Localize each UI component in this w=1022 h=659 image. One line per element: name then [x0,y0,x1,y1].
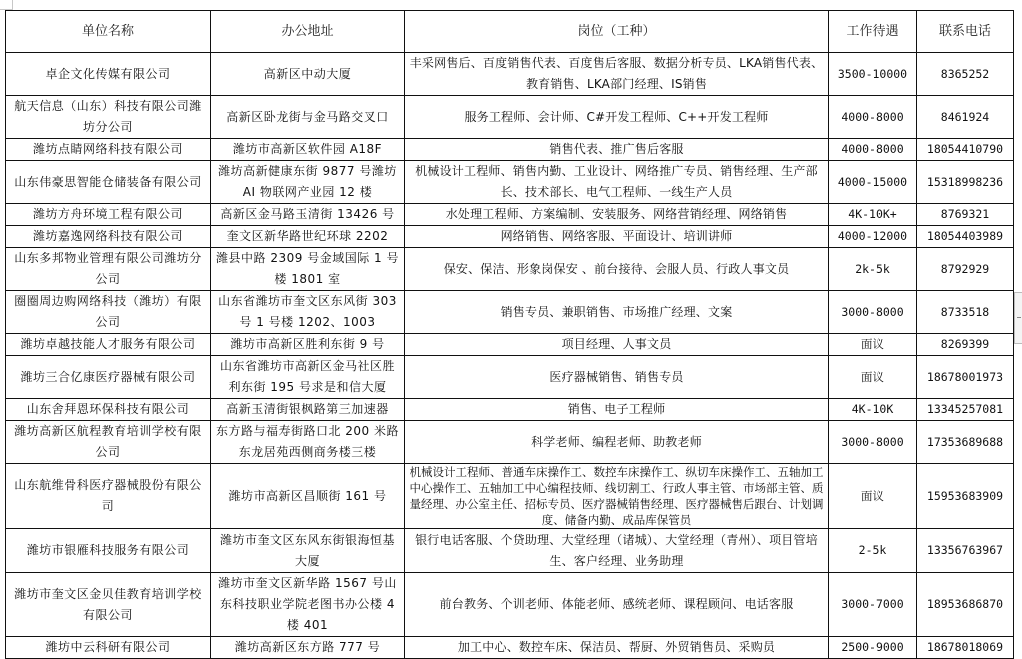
salary-cell: 2k-5k [829,248,917,291]
salary-cell: 4000-12000 [829,226,917,248]
page-corner-mark [0,0,13,10]
header-positions: 岗位（工种） [405,11,829,53]
phone-cell: 8365252 [917,53,1014,96]
phone-cell: 18054403989 [917,226,1014,248]
header-company: 单位名称 [6,11,211,53]
phone-cell: 15318998236 [917,161,1014,204]
positions-cell: 机械设计工程师、普通车床操作工、数控车床操作工、纵切车床操作工、五轴加工中心操作工、五轴加工中心编程技师、线切割工、行政人事主管、市场部主管、质量经理、办公室主任、招标专员、医疗器械销售经理、医疗器械售后跟台、计划调度、储备内勤、成品库保管员 [405,464,829,529]
salary-cell: 4000-8000 [829,96,917,139]
address-cell: 高新区卧龙街与金马路交叉口 [211,96,405,139]
company-cell: 潍坊高新区航程教育培训学校有限公司 [6,421,211,464]
company-cell: 潍坊市银雁科技服务有限公司 [6,529,211,573]
address-cell: 奎文区新华路世纪环球 2202 [211,226,405,248]
address-cell: 潍县中路 2309 号金域国际 1 号楼 1801 室 [211,248,405,291]
positions-cell: 网络销售、网络客服、平面设计、培训讲师 [405,226,829,248]
address-cell: 高新区金马路玉清街 13426 号 [211,204,405,226]
company-cell: 潍坊中云科研有限公司 [6,637,211,659]
salary-cell: 2500-9000 [829,637,917,659]
address-cell: 潍坊市高新区昌顺街 161 号 [211,464,405,529]
phone-cell: 18678018069 [917,637,1014,659]
table-row [6,573,1014,637]
salary-cell: 4000-8000 [829,139,917,161]
salary-cell: 3000-7000 [829,573,917,637]
address-cell: 山东省潍坊市高新区金马社区胜利东街 195 号求是和信大厦 [211,356,405,399]
salary-cell: 面议 [829,356,917,399]
company-cell: 潍坊市奎文区金贝佳教育培训学校有限公司 [6,573,211,637]
positions-cell: 加工中心、数控车床、保洁员、帮厨、外贸销售员、采购员 [405,637,829,659]
address-cell: 潍坊高新健康东街 9877 号潍坊 AI 物联网产业园 12 楼 [211,161,405,204]
company-cell: 山东舍拜恩环保科技有限公司 [6,399,211,421]
company-cell: 山东伟豪思智能仓储装备有限公司 [6,161,211,204]
positions-cell: 销售代表、推广售后客服 [405,139,829,161]
company-cell: 山东航维骨科医疗器械股份有限公司 [6,464,211,529]
company-cell: 山东多邦物业管理有限公司潍坊分公司 [6,248,211,291]
header-address: 办公地址 [211,11,405,53]
address-cell: 潍坊高新区东方路 777 号 [211,637,405,659]
phone-cell: 13356763967 [917,529,1014,573]
company-cell: 潍坊嘉逸网络科技有限公司 [6,226,211,248]
positions-cell: 丰采网售后、百度销售代表、百度售后客服、数据分析专员、LKA销售代表、教育销售、LKA部门经理、IS销售 [405,53,829,96]
job-listings-table [5,10,1014,659]
phone-cell: 18678001973 [917,356,1014,399]
company-cell: 潍坊方舟环境工程有限公司 [6,204,211,226]
positions-cell: 销售专员、兼职销售、市场推广经理、文案 [405,291,829,334]
table-row [6,53,1014,96]
positions-cell: 机械设计工程师、销售内勤、工业设计、网络推广专员、销售经理、生产部长、技术部长、电气工程师、一线生产人员 [405,161,829,204]
table-row [6,356,1014,399]
table-row [6,291,1014,334]
phone-cell: 15953683909 [917,464,1014,529]
table-row [6,421,1014,464]
company-cell: 潍坊点睛网络科技有限公司 [6,139,211,161]
phone-cell: 17353689688 [917,421,1014,464]
salary-cell: 4K-10K [829,399,917,421]
company-cell: 圈圈周边购网络科技（潍坊）有限公司 [6,291,211,334]
salary-cell: 3000-8000 [829,291,917,334]
company-cell: 航天信息（山东）科技有限公司潍坊分公司 [6,96,211,139]
company-cell: 卓企文化传媒有限公司 [6,53,211,96]
salary-cell: 4000-15000 [829,161,917,204]
scroll-handle[interactable] [1014,292,1022,344]
salary-cell: 3000-8000 [829,421,917,464]
salary-cell: 面议 [829,334,917,356]
table-row [6,161,1014,204]
company-cell: 潍坊三合亿康医疗器械有限公司 [6,356,211,399]
phone-cell: 8269399 [917,334,1014,356]
positions-cell: 项目经理、人事文员 [405,334,829,356]
positions-cell: 科学老师、编程老师、助教老师 [405,421,829,464]
table-row [6,334,1014,356]
phone-cell: 18054410790 [917,139,1014,161]
phone-cell: 13345257081 [917,399,1014,421]
phone-cell: 8769321 [917,204,1014,226]
table-row [6,637,1014,659]
header-salary: 工作待遇 [829,11,917,53]
address-cell: 潍坊市高新区软件园 A18F [211,139,405,161]
address-cell: 高新区中动大厦 [211,53,405,96]
table-row [6,248,1014,291]
table-row [6,529,1014,573]
positions-cell: 销售、电子工程师 [405,399,829,421]
salary-cell: 面议 [829,464,917,529]
table-row [6,464,1014,529]
company-cell: 潍坊卓越技能人才服务有限公司 [6,334,211,356]
salary-cell: 4K-10K+ [829,204,917,226]
address-cell: 潍坊市奎文区新华路 1567 号山东科技职业学院老图书办公楼 4 楼 401 [211,573,405,637]
salary-cell: 2-5k [829,529,917,573]
positions-cell: 保安、保洁、形象岗保安 、前台接待、会服人员、行政人事文员 [405,248,829,291]
phone-cell: 8792929 [917,248,1014,291]
table-row [6,226,1014,248]
positions-cell: 水处理工程师、方案编制、安装服务、网络营销经理、网络销售 [405,204,829,226]
phone-cell: 8461924 [917,96,1014,139]
address-cell: 高新玉清街银枫路第三加速器 [211,399,405,421]
positions-cell: 医疗器械销售、销售专员 [405,356,829,399]
positions-cell: 银行电话客服、个贷助理、大堂经理（诸城）、大堂经理（青州）、项目管培生、客户经理、业务助理 [405,529,829,573]
address-cell: 山东省潍坊市奎文区东风街 303 号 1 号楼 1202、1003 [211,291,405,334]
address-cell: 东方路与福寿街路口北 200 米路东龙居苑西侧商务楼三楼 [211,421,405,464]
table-row [6,139,1014,161]
table-body [6,53,1014,659]
positions-cell: 服务工程师、会计师、C#开发工程师、C++开发工程师 [405,96,829,139]
address-cell: 潍坊市奎文区东风东街银海恒基大厦 [211,529,405,573]
positions-cell: 前台教务、个训老师、体能老师、感统老师、课程顾问、电话客服 [405,573,829,637]
table-row [6,96,1014,139]
table-header-row [6,11,1014,53]
address-cell: 潍坊市高新区胜利东街 9 号 [211,334,405,356]
table-row [6,204,1014,226]
salary-cell: 3500-10000 [829,53,917,96]
phone-cell: 8733518 [917,291,1014,334]
phone-cell: 18953686870 [917,573,1014,637]
header-phone: 联系电话 [917,11,1014,53]
table-row [6,399,1014,421]
